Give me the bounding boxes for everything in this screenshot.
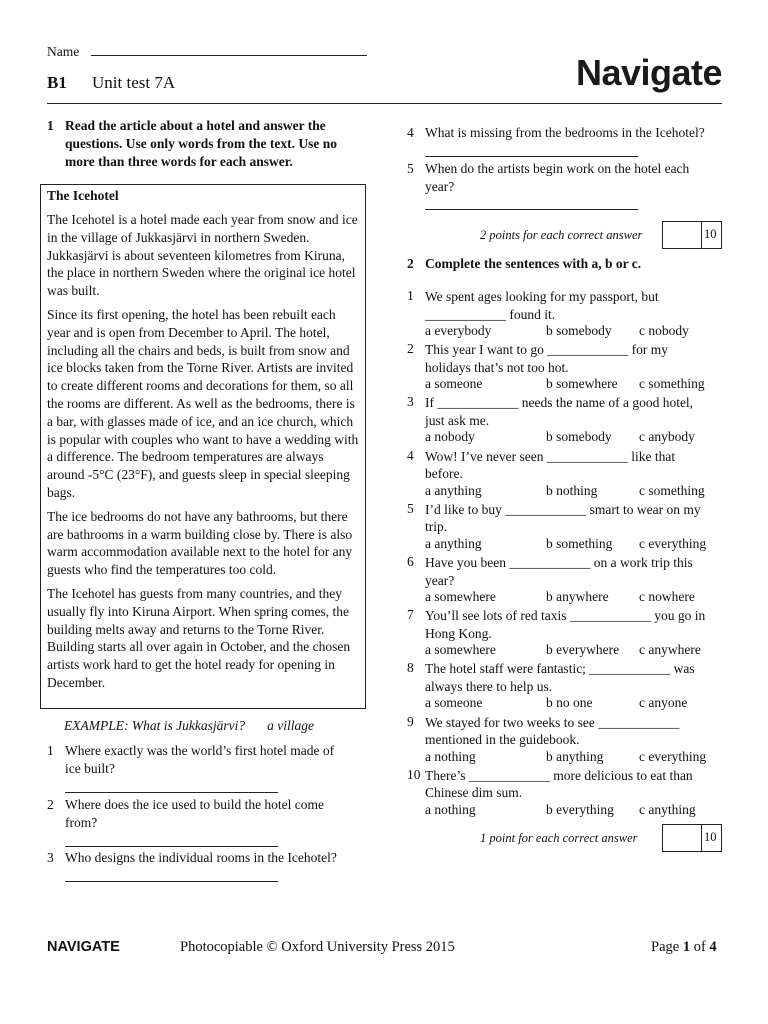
- question-number: 3: [47, 850, 54, 865]
- item-text-line2: before.: [425, 466, 463, 482]
- option-b[interactable]: b somebody: [546, 429, 612, 445]
- option-c[interactable]: c nobody: [639, 323, 689, 338]
- item-text-line1: This year I want to go ____________ for my: [425, 342, 668, 358]
- section1-instruction: Read the article about a hotel and answer the questions. Use only words from the text. Use no more than three words for each answer.: [65, 118, 337, 169]
- question-text-line2: ice built?: [65, 761, 115, 776]
- section1-heading: [47, 117, 367, 173]
- item-text-line2: holidays that’s not too hot.: [425, 359, 569, 375]
- option-c[interactable]: c everything: [639, 748, 707, 764]
- question-text-line2: year?: [425, 179, 455, 194]
- example-question: EXAMPLE: What is Jukkasjärvi?: [64, 718, 246, 733]
- item-text-line1: I’d like to buy ____________ smart to wear on my: [425, 501, 701, 517]
- option-c[interactable]: c something: [639, 376, 705, 392]
- answer-line[interactable]: [425, 156, 638, 157]
- option-a[interactable]: a everybody: [425, 323, 492, 338]
- item-number: 10: [407, 766, 421, 782]
- item-number: 4: [407, 447, 414, 463]
- gap-fill-item: [407, 554, 727, 606]
- question-number: 1: [47, 743, 54, 758]
- option-a[interactable]: a nothing: [425, 748, 476, 764]
- gap-fill-item: [407, 288, 727, 340]
- item-text-line2: Hong Kong.: [425, 625, 492, 641]
- option-c[interactable]: c anyone: [639, 695, 688, 711]
- item-text-line2: year?: [425, 572, 455, 588]
- question-number: 5: [407, 161, 414, 176]
- item-text-line2: always there to help us.: [425, 678, 553, 694]
- page-current: 1: [682, 939, 691, 955]
- article-paragraph: The ice bedrooms do not have any bathrooms, but there are bathrooms in a warm building close by. There is also warm accommodation available next to the hotel for any guests who find the temperatures too cold.: [47, 508, 353, 578]
- question-number: 2: [47, 797, 54, 812]
- question-text-line1: Where does the ice used to build the hotel come: [65, 797, 325, 812]
- header-divider: [47, 103, 722, 104]
- option-b[interactable]: b nothing: [546, 482, 598, 498]
- option-c[interactable]: c nowhere: [639, 589, 695, 604]
- gap-fill-item: [407, 714, 727, 766]
- gap-fill-item: [407, 448, 727, 500]
- option-a[interactable]: a nothing: [425, 801, 476, 817]
- question-text-line1: Where exactly was the world’s first hotel made of: [65, 743, 335, 758]
- answer-line[interactable]: [65, 881, 278, 882]
- gap-fill-item: [407, 341, 727, 393]
- article-title: The Icehotel: [47, 188, 119, 203]
- answer-line[interactable]: [65, 792, 278, 793]
- item-number: 5: [407, 500, 414, 516]
- item-number: 9: [407, 713, 414, 729]
- article-paragraph: The Icehotel has guests from many countries, and they usually fly into Kiruna Airport. When spring comes, the building melts away and returns to the Torne River. Building starts all over again in October, and the chosen artists work hard to get the hotel ready for opening in December.: [47, 585, 351, 690]
- question-number: 4: [407, 125, 414, 140]
- option-a[interactable]: a somewhere: [425, 642, 496, 658]
- question-item: [47, 742, 367, 792]
- score-divider: [701, 825, 702, 851]
- question-text-line2: from?: [65, 815, 98, 830]
- option-a[interactable]: a nobody: [425, 429, 475, 445]
- item-number: 2: [407, 341, 414, 357]
- question-text-line1: What is missing from the bedrooms in the Icehotel?: [425, 125, 705, 140]
- option-c[interactable]: c anybody: [639, 429, 695, 445]
- option-b[interactable]: b everywhere: [546, 642, 620, 658]
- item-text-line1: Wow! I’ve never seen ____________ like that: [425, 448, 676, 464]
- gap-fill-item: [407, 607, 727, 659]
- gap-fill-item: [407, 660, 727, 712]
- option-b[interactable]: b no one: [546, 695, 593, 711]
- gap-fill-item: [407, 394, 727, 446]
- option-b[interactable]: b somebody: [546, 323, 612, 338]
- section2-instruction: Complete the sentences with a, b or c.: [425, 256, 642, 271]
- section1-score-box[interactable]: [662, 221, 722, 249]
- unit-title: Unit test 7A: [92, 73, 176, 92]
- name-label: Name: [47, 44, 80, 59]
- item-text-line1: Have you been ____________ on a work trip this: [425, 555, 693, 570]
- item-text-line2: trip.: [425, 519, 448, 535]
- score-max: 10: [704, 227, 717, 241]
- item-text-line2: just ask me.: [425, 412, 490, 428]
- question-text-line1: Who designs the individual rooms in the Icehotel?: [65, 850, 337, 865]
- question-item: [407, 124, 727, 158]
- item-text-line1: We spent ages looking for my passport, but: [425, 289, 659, 304]
- footer-copyright: Photocopiable © Oxford University Press 2015: [180, 939, 455, 955]
- section2-heading: [407, 255, 727, 273]
- option-c[interactable]: c something: [639, 482, 705, 498]
- item-text-line1: We stayed for two weeks to see ____________: [425, 714, 680, 730]
- name-row: [47, 42, 367, 60]
- score-max: 10: [704, 830, 717, 844]
- option-c[interactable]: c everything: [639, 535, 707, 551]
- item-text-line2: ____________ found it.: [425, 306, 556, 322]
- item-text-line1: If ____________ needs the name of a good hotel,: [425, 395, 694, 411]
- section2-score-box[interactable]: [662, 824, 722, 852]
- footer-brand: NAVIGATE: [47, 939, 120, 955]
- page-prefix: Page: [651, 939, 683, 955]
- item-text-line1: The hotel staff were fantastic; ____________ was: [425, 661, 695, 677]
- option-a[interactable]: a someone: [425, 695, 483, 711]
- answer-line[interactable]: [425, 209, 638, 210]
- score-divider: [701, 222, 702, 248]
- item-number: 7: [407, 607, 414, 623]
- option-b[interactable]: b somewhere: [546, 376, 618, 392]
- navigate-logo: Navigate: [576, 52, 723, 93]
- section1-number: 1: [47, 118, 54, 133]
- section2-number: 2: [407, 256, 414, 271]
- option-a[interactable]: a anything: [425, 535, 482, 551]
- answer-line[interactable]: [65, 846, 278, 847]
- page-total: 4: [709, 939, 717, 955]
- gap-fill-item: [407, 767, 727, 819]
- option-b[interactable]: b anywhere: [546, 589, 609, 604]
- option-a[interactable]: a someone: [425, 376, 483, 392]
- item-number: 3: [407, 394, 414, 410]
- option-b[interactable]: b anything: [546, 748, 604, 764]
- item-text-line2: Chinese dim sum.: [425, 785, 523, 801]
- section1-points-text: 2 points for each correct answer: [480, 228, 643, 242]
- item-number: 1: [407, 288, 414, 303]
- example-row: [64, 718, 314, 734]
- option-c[interactable]: c anywhere: [639, 642, 701, 658]
- page-of: of: [690, 939, 710, 955]
- article-paragraph: Since its first opening, the hotel has been rebuilt each year and is open from December to April. The hotel, including all the chairs and beds, is built from snow and ice blocks taken from the Torne River. Artists are invited to create different rooms and decorations for them, so all the rooms are different. As well as the bedrooms, there is a bar, with glasses made of ice, and an ice church, which is popular with couples who want to have a wedding with a difference. The bedroom temperatures are always around -5°C (23°F), and guests sleep in special sleeping bags.: [47, 306, 359, 500]
- question-item: [407, 160, 727, 210]
- question-text-line1: When do the artists begin work on the hotel each: [425, 161, 690, 176]
- question-item: [47, 849, 367, 883]
- footer-page-number: [651, 939, 717, 956]
- item-text-line1: You’ll see lots of red taxis ____________ you go in: [425, 608, 706, 624]
- level-label: B1: [47, 73, 67, 92]
- option-a[interactable]: a somewhere: [425, 589, 496, 604]
- example-answer: a village: [267, 718, 314, 733]
- item-number: 6: [407, 554, 414, 569]
- item-text-line1: There’s ____________ more delicious to eat than: [425, 767, 693, 783]
- gap-fill-item: [407, 501, 727, 553]
- question-item: [47, 796, 367, 846]
- item-text-line2: mentioned in the guidebook.: [425, 732, 580, 748]
- article-box: [40, 184, 366, 709]
- option-b[interactable]: b everything: [546, 801, 614, 817]
- item-number: 8: [407, 660, 414, 676]
- option-a[interactable]: a anything: [425, 482, 482, 498]
- option-b[interactable]: b something: [546, 535, 613, 551]
- section2-points-text: 1 point for each correct answer: [480, 831, 638, 845]
- article-paragraph: The Icehotel is a hotel made each year from snow and ice in the village of Jukkasjärvi in northern Sweden. Jukkasjärvi is about seventeen kilometres from Kiruna, the place in northern Sweden where the original ice hotel was built.: [47, 212, 358, 299]
- option-c[interactable]: c anything: [639, 801, 696, 817]
- name-field-line[interactable]: [91, 42, 367, 56]
